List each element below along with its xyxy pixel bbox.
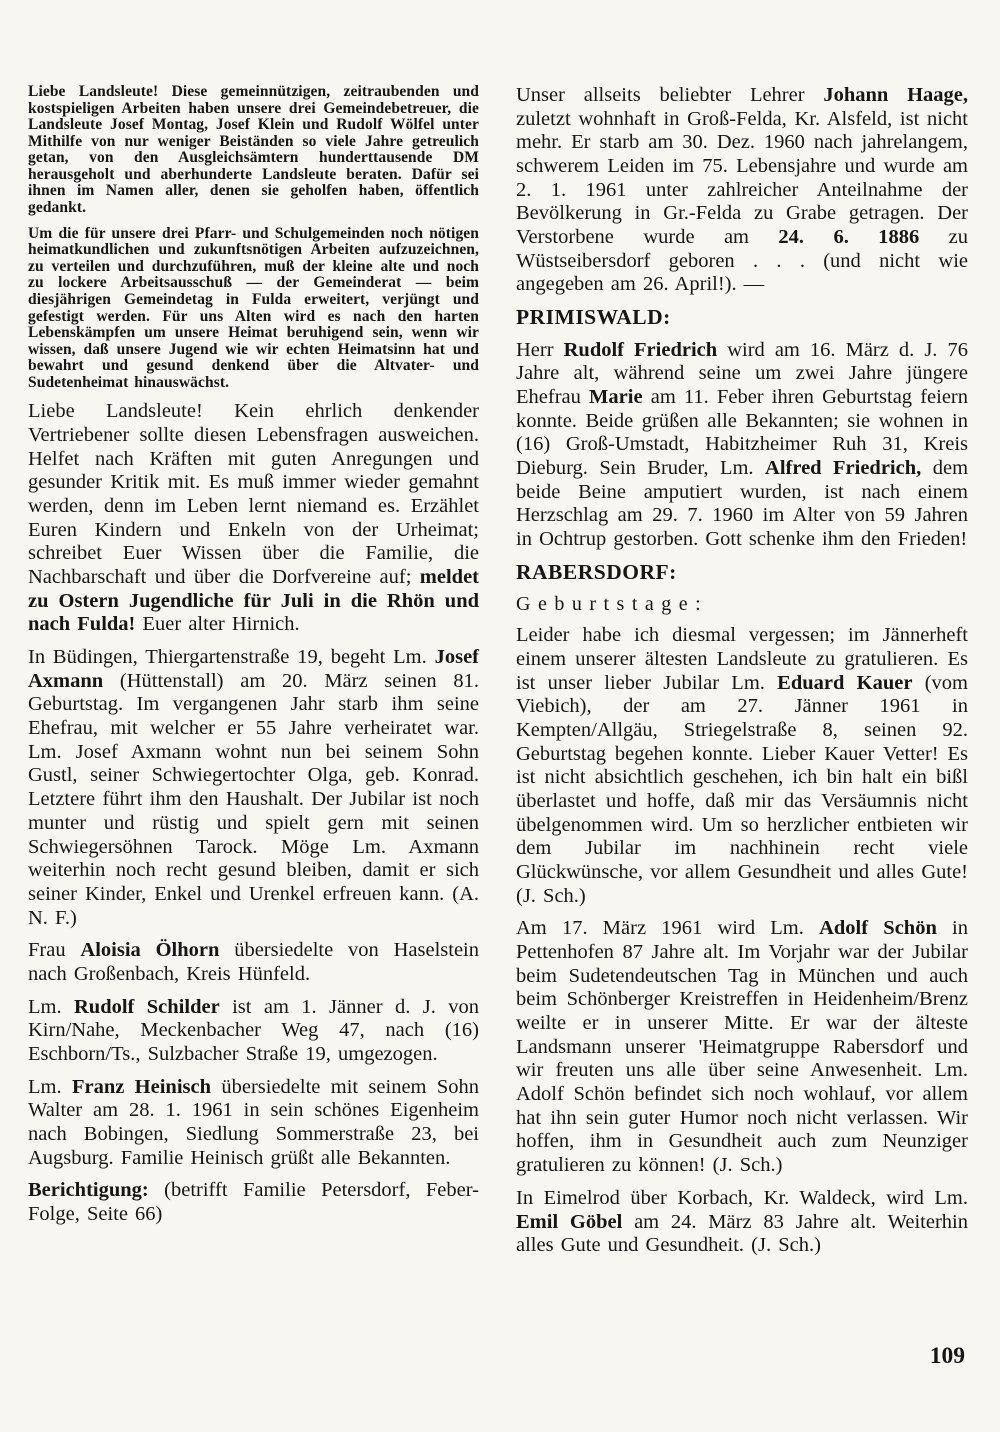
correction-note xyxy=(28,1179,479,1226)
emphasized-text-run: Franz Heinisch xyxy=(71,1075,211,1098)
axmann-birthday-note xyxy=(28,646,479,930)
schilder-move-note xyxy=(28,996,479,1067)
emphasized-text-run: Alfred Friedrich, xyxy=(765,457,922,480)
emphasized-text-run: Johann Haage, xyxy=(823,84,968,106)
text-run: In Eimelrod über Korbach, Kr. Waldeck, wird Lm. xyxy=(516,1186,968,1209)
haage-obituary xyxy=(516,84,968,297)
text-run: Liebe Landsleute! Diese gemeinnützigen, zeitraubenden und kostspieligen Arbeiten haben unsere drei Gemeindebetreuer, die Landsleute Josef Montag, Josef Klein und Rudolf Wölfel unter Mithilfe von nur weniger Beiständen so viele Jahre getreulich getan, von den Ausgleichsämtern hunderttausende DM herausgeholt und aberhunderte Landsleute beraten. Dafür sei ihnen im Namen aller, denen sie geholfen haben, öffentlich gedankt. xyxy=(28,83,479,217)
text-run: Frau xyxy=(28,939,81,962)
kauer-birthday-note xyxy=(516,624,968,908)
text-run: ist am 1. Jänner d. J. von Kirn/Nahe, Meckenbacher Weg 47, nach (16) Eschborn/Ts., Sulzbacher Straße 19, umgezogen. xyxy=(28,995,479,1065)
heinisch-move-note xyxy=(28,1076,479,1171)
friedrich-birthday-obituary-note xyxy=(516,339,968,552)
text-run: Herr xyxy=(516,338,564,361)
text-run: dem beide Beine amputiert wurden, ist nach einem Herzschlag am 29. 7. 1960 im Alter von 59 Jahren in Ochtrup gestorben. Gott schenke ihm den Frieden! xyxy=(516,457,969,551)
emphasized-text-run: 24. 6. 1886 xyxy=(778,226,920,249)
text-run: (Hüttenstall) am 20. März seinen 81. Geburtstag. Im vergangenen Jahr starb ihm seine Ehefrau, mit welcher er 55 Jahre verheiratet war. Lm. Josef Axmann wohnt nun bei seinem Sohn Gustl, seiner Schwiegertochter Olga, geb. Konrad. Letztere führt ihm den Haushalt. Der Jubilar ist noch munter und rüstig und spielt gern mit seinen Schwiegersöhnen Tarock. Möge Lm. Axmann weiterhin noch recht gesund bleiben, damit er sich seiner Kinder, Enkel und Urenkel erfreuen kann. (A. N. F.) xyxy=(28,669,479,929)
appeal-paragraph xyxy=(28,400,479,637)
page-number: 109 xyxy=(929,1343,965,1369)
text-run: übersiedelte mit seinem Sohn Walter am 28. 1. 1961 in sein schönes Eigenheim nach Bobingen, Siedlung Sommerstraße 23, bei Augsburg. Familie Heinisch grüßt alle Bekannten. xyxy=(28,1075,480,1169)
text-run: Lm. xyxy=(28,1075,72,1098)
text-run: (vom Viebich), der am 27. Jänner 1961 in Kempten/Allgäu, Striegelstraße 8, seinen 92. Geburtstag begehen konnte. Lieber Kauer Vetter! Es ist nicht absichtlich geschehen, ich bin halt ein bißl überlastet und hoffe, daß mir das Versäumnis nicht übelgenommen wird. Um so herzlicher entbieten wir dem Jubilar im nachhinein recht viele Glückwünsche, vor allem Gesundheit und alles Gute! (J. Sch.) xyxy=(516,671,968,907)
text-run: Am 17. März 1961 wird Lm. xyxy=(516,917,820,940)
text-run: Geburtstage: xyxy=(516,593,709,616)
goebel-birthday-note xyxy=(516,1187,968,1258)
oelhorn-move-note xyxy=(28,939,479,986)
emphasized-text-run: Rudolf Schilder xyxy=(74,995,220,1018)
emphasized-text-run: Adolf Schön xyxy=(819,917,937,940)
text-run: In Büdingen, Thiergartenstraße 19, begeht Lm. xyxy=(28,646,435,669)
text-run: am 11. Feber ihren Geburtstag feiern konnte. Beide grüßen alle Bekannten; sie wohnen in (16) Groß-Umstadt, Habitzheimer Ruh 31, Kreis Dieburg. Sein Bruder, Lm. xyxy=(516,386,969,480)
text-run: zuletzt wohnhaft in Groß-Felda, Kr. Alsfeld, ist nicht mehr. Er starb am 30. Dez. 1960 nach jahrelangem, schwerem Leiden im 75. Lebensjahre und wurde am 2. 1. 1961 unter zahlreicher Anteilnahme der Bevölkerung in Gr.-Felda zu Grabe getragen. Der Verstorbene wurde am xyxy=(516,107,968,249)
emphasized-text-run: Eduard Kauer xyxy=(777,671,913,694)
text-run: zu Wüstseibersdorf geboren . . . (und nicht wie angegeben am 26. April!). — xyxy=(516,226,969,296)
text-run: in Pettenhofen 87 Jahre alt. Im Vorjahr war der Jubilar beim Sudetendeutschen Tag in München und auch beim Schönberger Kreistreffen in Heidenheim/Brenz weilte er in unserer Mitte. Er war der älteste Landsmann unserer 'Heimatgruppe Rabersdorf und wir freuten uns alle über seine Anwesenheit. Lm. Adolf Schön befindet sich noch wohlauf, vor allem hat ihn sein guter Humor noch nicht verlassen. Wir hoffen, ihm in Gesundheit auch zum Neunziger gratulieren zu können! (J. Sch.) xyxy=(516,917,969,1177)
text-run: Liebe Landsleute! Kein ehrlich denkender Vertriebener sollte diesen Lebensfragen ausweichen. Helfet nach Kräften mit guten Anregungen und gesunder Kritik mit. Es muß immer wieder gemahnt werden, denn im Leben lernt niemand es. Erzählet Euren Kindern und Enkeln von der Urheimat; schreibet Euer Wissen über die Familie, die Nachbarschaft und über die Dorfvereine auf; xyxy=(28,400,479,589)
text-run: RABERSDORF: xyxy=(516,559,677,584)
right-column xyxy=(516,84,968,1267)
text-run: am 24. März 83 Jahre alt. Weiterhin alles Gute und Gesundheit. (J. Sch.) xyxy=(516,1210,968,1257)
schoen-birthday-note xyxy=(516,917,968,1177)
emphasized-text-run: Rudolf Friedrich xyxy=(563,338,718,361)
section-heading-primiswald xyxy=(516,306,968,330)
text-run: Euer alter Hirnich. xyxy=(135,613,300,636)
text-run: (betrifft Familie Petersdorf, Feber-Folge, Seite 66) xyxy=(28,1179,479,1225)
section-heading-rabersdorf xyxy=(516,561,968,585)
emphasized-text-run: Josef Axmann xyxy=(28,646,479,692)
emphasized-text-run: Emil Göbel xyxy=(516,1210,623,1233)
subheading-geburtstage xyxy=(516,593,968,615)
text-run: PRIMISWALD: xyxy=(516,305,671,330)
text-run: Um die für unsere drei Pfarr- und Schulgemeinden noch nötigen heimatkundlichen und zukunftsnötigen Arbeiten aufzuzeichnen, zu verteilen und durchzuführen, muß der kleine alte und noch zu lockere Arbeitsausschuß — der Gemeinderat — beim diesjährigen Gemeindetag in Fulda erweitert, verjüngt und gefestigt werden. Für uns Alten wird es nach den harten Lebenskämpfen um unsere Heimat beruhigend sein, wenn wir wissen, daß unsere Jugend wie wir echten Heimatsinn hat und bewahrt und gesund denkend über die Altvater- und Sudetenheimat hinauswächst. xyxy=(28,224,479,391)
text-run: übersiedelte von Haselstein nach Großenbach, Kreis Hünfeld. xyxy=(28,939,479,985)
text-run: wird am 16. März d. J. 76 Jahre alt, während seine um zwei Jahre jüngere Ehefrau xyxy=(516,338,968,409)
emphasized-text-run: meldet zu Ostern Jugendliche für Juli in die Rhön und nach Fulda! xyxy=(28,566,479,636)
text-run: Leider habe ich diesmal vergessen; im Jännerheft einem unserer ältesten Landsleute zu gratulieren. Es ist unser lieber Jubilar Lm. xyxy=(516,624,968,694)
gemeindetag-paragraph xyxy=(28,226,479,392)
text-run: Lm. xyxy=(28,995,74,1018)
emphasized-text-run: Marie xyxy=(589,386,643,409)
intro-thanks-paragraph xyxy=(28,84,479,217)
emphasized-text-run: Aloisia Ölhorn xyxy=(80,939,220,962)
text-run: Unser allseits beliebter Lehrer xyxy=(516,84,824,106)
emphasized-text-run: Berichtigung: xyxy=(28,1179,149,1202)
left-column xyxy=(28,84,479,1267)
